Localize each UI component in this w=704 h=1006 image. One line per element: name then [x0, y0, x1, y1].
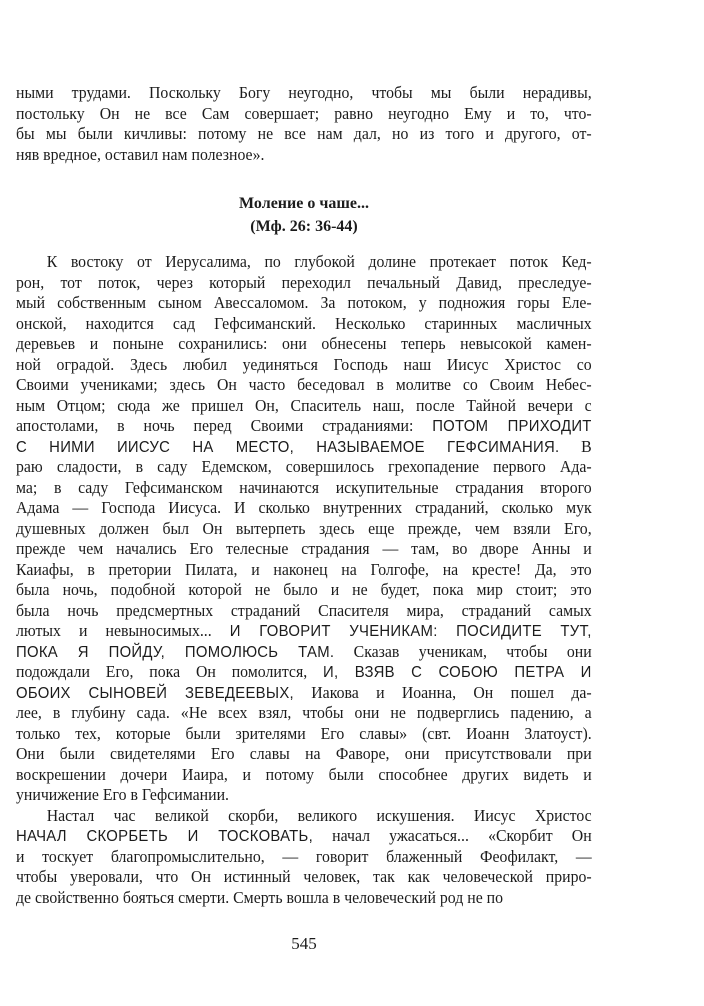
text-segment: Своими учениками; здесь Он часто беседовал в молитве со Своим Небес- [16, 375, 592, 394]
text-line [16, 847, 592, 868]
scripture-quote: ОБОИХ СЫНОВЕЙ ЗЕВЕДЕЕВЫХ, [16, 684, 294, 702]
text-line [16, 83, 592, 104]
text-segment: чтобы уверовали, что Он истинный человек, так как человеческой приро- [16, 867, 592, 886]
text-block-intro [16, 83, 592, 165]
paragraph [16, 83, 592, 165]
text-line [16, 601, 592, 622]
page-number: 545 [291, 934, 317, 953]
text-segment: К востоку от Иерусалима, по глубокой долине протекает поток Кед- [46, 252, 592, 271]
scripture-quote: НАЧАЛ СКОРБЕТЬ И ТОСКОВАТЬ, [16, 828, 314, 845]
text-segment: прежде чем начались Его телесные страдания — там, во дворе Анны и [16, 539, 592, 558]
paragraph [16, 252, 592, 806]
text-segment: де свойственно бояться смерти. Смерть вошла в человеческий род не по [16, 887, 504, 907]
text-line [16, 744, 592, 765]
text-segment: уничижение Его в Гефсимании. [16, 785, 230, 804]
text-line [16, 334, 592, 355]
text-line [16, 273, 592, 294]
text-line [16, 683, 592, 704]
text-segment: бы мы были кичливы: потому не все нам дал, но из того и другого, от- [16, 124, 592, 143]
text-segment: лютых и невыносимых... [16, 621, 230, 640]
text-segment: мый собственным сыном Авессаломом. За потоком, у подножия горы Еле- [16, 293, 592, 312]
text-line [16, 124, 592, 145]
text-line [16, 724, 592, 745]
text-line [16, 437, 592, 458]
text-line [16, 765, 592, 786]
text-line [16, 416, 592, 437]
text-line [16, 785, 592, 806]
text-segment: Сказав ученикам, чтобы они [334, 641, 592, 661]
text-line [16, 478, 592, 499]
scripture-quote: И, ВЗЯВ С СОБОЮ ПЕТРА И [323, 664, 592, 681]
text-line [16, 703, 592, 724]
text-segment: Они были свидетелями Его славы на Фаворе, они присутствовали при [16, 744, 592, 763]
scripture-quote: С НИМИ ИИСУС НА МЕСТО, НАЗЫВАЕМОЕ ГЕФСИМАНИЯ. [16, 438, 560, 456]
text-line [16, 252, 592, 273]
text-segment: ной оградой. Здесь любил уединяться Господь наш Иисус Христос со [16, 354, 592, 374]
text-line [16, 396, 592, 417]
text-segment: апостолами, в ночь перед Своими страданиями: [16, 416, 433, 435]
text-line [16, 498, 592, 519]
text-segment: и тоскует благопромыслительно, — говорит блаженный Феофилакт, — [16, 846, 592, 866]
text-line [16, 621, 592, 642]
text-segment: только тех, которые были зрителями Его славы» (свт. Иоанн Златоуст). [16, 723, 592, 743]
text-line [16, 642, 592, 663]
text-block-main [16, 252, 592, 908]
text-segment: ным Отцом; сюда же пришел Он, Спаситель наш, после Тайной вечери с [16, 395, 592, 415]
text-segment: ма; в саду Гефсиманском начинаются искупительные страдания второго [16, 477, 592, 497]
text-line [16, 539, 592, 560]
paragraph [16, 806, 592, 909]
text-line [16, 145, 592, 166]
text-line [16, 293, 592, 314]
text-segment: деревьев и поныне сохранились: они обнесены теперь невысокой камен- [16, 334, 592, 353]
text-line [16, 580, 592, 601]
text-line [16, 867, 592, 888]
text-segment: лее, в глубину сада. «Не всех взял, чтобы они не подверглись падению, а [16, 703, 592, 722]
text-segment: онской, находится сад Гефсиманский. Несколько старинных масличных [16, 313, 592, 333]
text-line [16, 375, 592, 396]
text-segment: была ночь предсмертных страданий Спасителя мира, страданий самых [16, 600, 592, 620]
scripture-quote: ПОКА Я ПОЙДУ, ПОМОЛЮСЬ ТАМ. [16, 643, 335, 661]
text-segment: душевных должен был Он вытерпеть здесь еще прежде, чем взяли Его, [16, 518, 592, 538]
text-segment: воскрешении дочери Иаира, и потому были способнее других видеть и [16, 764, 592, 784]
section-reference: (Мф. 26: 36-44) [250, 218, 358, 235]
scripture-quote: ПОТОМ ПРИХОДИТ [432, 418, 592, 435]
text-segment: ными трудами. Поскольку Богу неугодно, чтобы мы были нерадивы, [16, 83, 592, 102]
text-segment: начал ужасаться... «Скорбит Он [313, 826, 592, 845]
text-segment: раю сладости, в саду Едемском, совершилось грехопадение первого Ада- [16, 457, 592, 476]
text-segment: Иакова и Иоанна, Он пошел да- [293, 682, 592, 702]
text-segment: няв вредное, оставил нам полезное». [16, 144, 265, 164]
text-line [16, 104, 592, 125]
text-segment: Каиафы, в претории Пилата, и наконец на Голгофе, на кресте! Да, это [16, 559, 592, 579]
text-line [16, 806, 592, 827]
text-line [16, 457, 592, 478]
text-segment: постольку Он не все Сам совершает; равно неугодно Ему и то, что- [16, 103, 592, 123]
text-line [16, 314, 592, 335]
scripture-quote: И ГОВОРИТ УЧЕНИКАМ: ПОСИДИТЕ ТУТ, [229, 623, 592, 640]
text-line [16, 826, 592, 847]
text-line [16, 355, 592, 376]
section-title: Моление о чаше... [239, 195, 369, 212]
text-line [16, 662, 592, 683]
text-segment: В [559, 436, 592, 456]
text-segment: Настал час великой скорби, великого искушения. Иисус Христос [46, 805, 592, 825]
text-line [16, 888, 592, 909]
text-segment: подождали Его, пока Он помолится, [16, 662, 324, 681]
text-line [16, 519, 592, 540]
text-segment: рон, тот поток, через который переходил печальный Давид, преследуе- [16, 272, 592, 292]
text-line [16, 560, 592, 581]
text-segment: Адама — Господа Иисуса. И сколько внутренних страданий, сколько мук [16, 498, 592, 517]
text-segment: была ночь, подобной которой не было и не будет, пока мир стоит; это [16, 580, 592, 599]
